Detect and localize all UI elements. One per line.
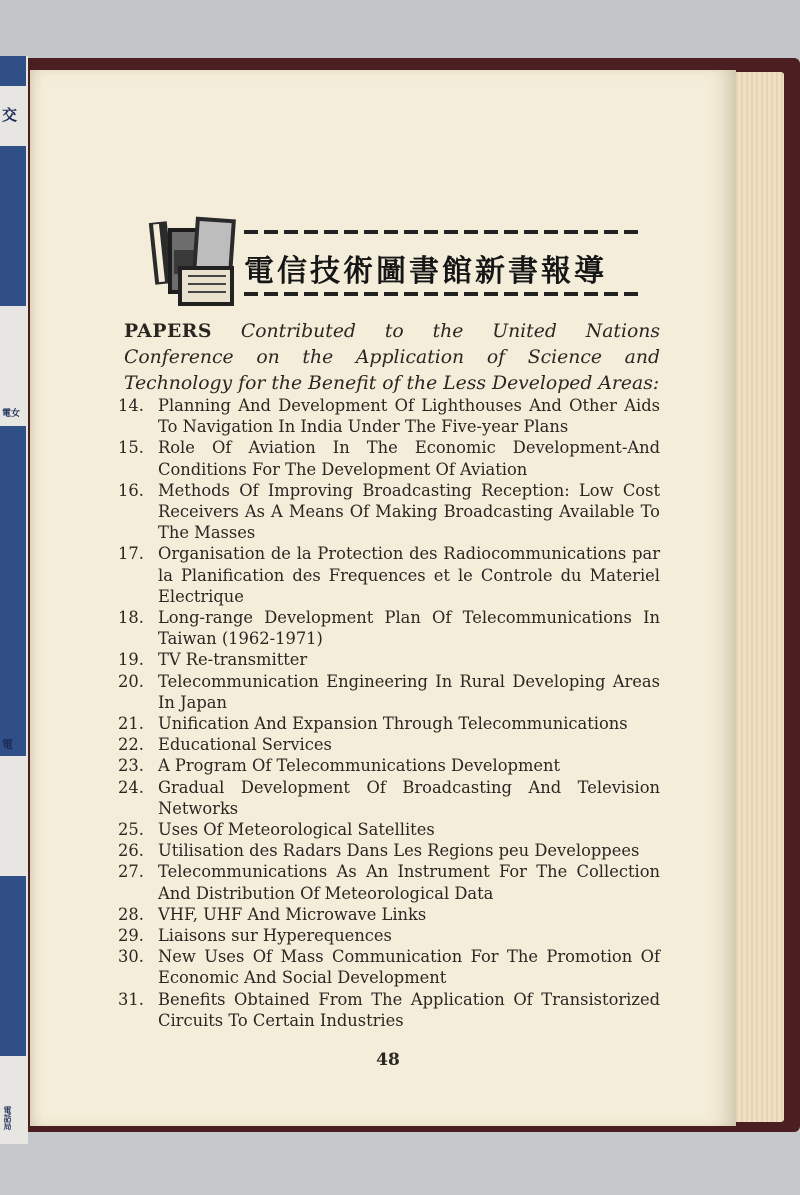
item-text: TV Re-transmitter — [158, 650, 308, 670]
item-text: Long-range Development Plan Of Telecommunications In Taiwan (1962-1971) — [158, 608, 660, 649]
intro-paragraph — [124, 318, 660, 397]
item-number: 18. — [118, 608, 144, 628]
item-text: Educational Services — [158, 735, 332, 755]
intro-text: Contributed to the United Nations Conference on the Application of Science and Technology for the Benefit of the Less Developed Areas: — [124, 321, 660, 394]
left-page-label: 電 — [2, 738, 13, 751]
list-item — [118, 734, 660, 755]
list-item — [118, 543, 660, 607]
list-item — [118, 840, 660, 861]
backdrop — [0, 0, 800, 62]
intro-lead: PAPERS — [124, 320, 212, 342]
left-page-strip — [0, 756, 26, 876]
item-number: 20. — [118, 671, 144, 691]
item-text: VHF, UHF And Microwave Links — [158, 904, 427, 924]
list-item — [118, 437, 660, 479]
item-text: Liaisons sur Hyperequences — [158, 926, 392, 946]
list-item — [118, 671, 660, 713]
page-number: 48 — [376, 1050, 400, 1070]
list-item — [118, 777, 660, 819]
item-number: 14. — [118, 396, 144, 415]
item-number: 29. — [118, 926, 144, 946]
page-edges — [728, 72, 784, 1122]
left-page-edge — [0, 56, 28, 1144]
item-number: 25. — [118, 820, 144, 840]
item-number: 16. — [118, 480, 144, 500]
list-item — [118, 819, 660, 840]
list-item — [118, 989, 660, 1031]
item-text: Planning And Development Of Lighthouses And Other Aids To Navigation In India Under The Five-year Plans — [158, 396, 660, 437]
item-text: Unification And Expansion Through Telecommunications — [158, 714, 628, 734]
item-text: Organisation de la Protection des Radiocommunications par la Planification des Frequences et le Controle du Materiel Electrique — [158, 544, 660, 606]
item-text: Benefits Obtained From The Application Of Transistorized Circuits To Certain Industries — [158, 989, 660, 1030]
list-item — [118, 713, 660, 734]
list-item — [118, 607, 660, 649]
section-header — [148, 214, 648, 314]
list-item — [118, 861, 660, 903]
item-number: 21. — [118, 714, 144, 734]
item-number: 24. — [118, 777, 144, 797]
list-item — [118, 395, 660, 437]
item-text: Telecommunications As An Instrument For The Collection And Distribution Of Meteorological Data — [158, 862, 660, 903]
article-body — [118, 318, 660, 1031]
item-number: 17. — [118, 544, 144, 564]
item-number: 28. — [118, 904, 144, 924]
backdrop-bottom — [0, 1130, 800, 1195]
item-number: 15. — [118, 438, 144, 458]
item-number: 19. — [118, 650, 144, 670]
list-item — [118, 755, 660, 776]
item-text: Uses Of Meteorological Satellites — [158, 820, 435, 840]
item-text: Role Of Aviation In The Economic Development-And Conditions For The Development Of Aviation — [158, 438, 660, 479]
books-illustration-icon — [148, 214, 244, 314]
item-text: Gradual Development Of Broadcasting And Television Networks — [158, 777, 660, 818]
list-item — [118, 480, 660, 544]
item-text: A Program Of Telecommunications Development — [158, 756, 561, 776]
list-item — [118, 649, 660, 670]
item-number: 26. — [118, 841, 144, 861]
header-rule-bottom — [244, 292, 644, 296]
item-text: Telecommunication Engineering In Rural Developing Areas In Japan — [158, 671, 660, 712]
item-number: 31. — [118, 989, 144, 1009]
left-page-label: 電女 — [2, 409, 21, 419]
header-rule-top — [244, 230, 644, 234]
item-number: 30. — [118, 947, 144, 967]
item-number: 22. — [118, 735, 144, 755]
list-item — [118, 904, 660, 925]
left-page-label: 交 — [2, 106, 18, 124]
item-text: New Uses Of Mass Communication For The Promotion Of Economic And Social Development — [158, 947, 660, 988]
list-item — [118, 946, 660, 988]
left-page-label: 電話局 — [3, 1106, 12, 1130]
item-number: 27. — [118, 862, 144, 882]
item-text: Methods Of Improving Broadcasting Reception: Low Cost Receivers As A Means Of Making Broadcasting Available To The Masses — [158, 480, 660, 543]
item-text: Utilisation des Radars Dans Les Regions peu Developpees — [158, 841, 640, 861]
header-title: 電信技術圖書館新書報導 — [244, 254, 607, 289]
papers-list — [118, 395, 660, 1031]
item-number: 23. — [118, 756, 144, 776]
list-item — [118, 925, 660, 946]
